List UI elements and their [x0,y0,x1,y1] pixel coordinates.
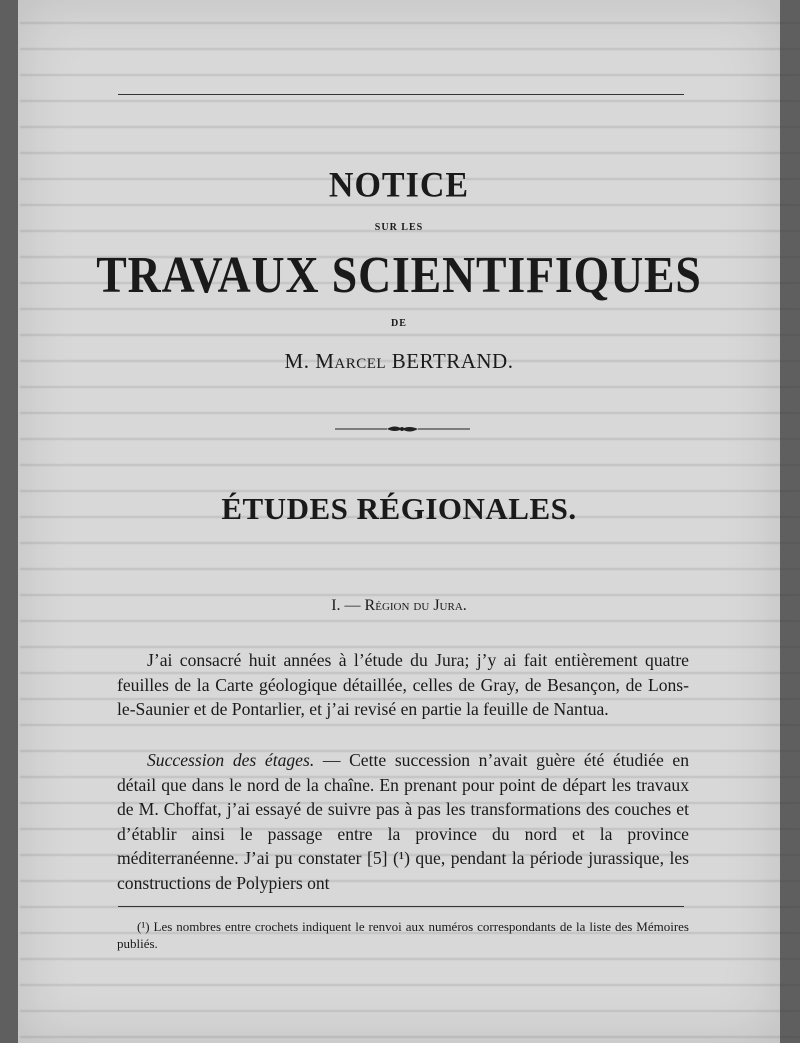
main-title: TRAVAUX SCIENTIFIQUES [96,247,702,304]
top-rule [118,94,684,95]
paragraph-1: J’ai consacré huit années à l’étude du Jura; j’y ai fait entièrement quatre feuilles de la Carte géologique détaillée, celles de Gray, de Besançon, de Lons-le-Saunier et de Pontarlier, et j’ai revisé en partie la feuille de Nantua. [117,650,689,719]
subheading-number: I. — [331,597,365,614]
author-line [18,349,780,374]
notice-title: NOTICE [328,166,470,205]
de-label: DE [391,318,407,329]
paragraph-2-text: — Cette succession n’avait guère été étudiée en détail que dans le nord de la chaîne. En prenant pour point de départ les travaux de M. Choffat, j’ai essayé de suivre pas à pas les transformations des couches et d’établir ainsi le passage entre la province du nord et la province méditerranéenne. J’ai pu constater [5] (¹) que, pendant la période jurassique, les constructions de Polypiers ont [117,750,689,893]
footnote-rule [118,906,684,907]
subheading-text: Région du Jura. [364,597,467,614]
sur-les-label: SUR LES [374,222,424,233]
footnote: (¹) Les nombres entre crochets indiquent le renvoi aux numéros correspondants de la liste des Mémoires publiés. [117,919,689,951]
paragraph-2-heading: Succession des étages. [147,750,315,770]
section-title: ÉTUDES RÉGIONALES. [221,491,577,526]
author-prefix: M. [284,349,316,373]
author-first-name: Marcel [315,349,387,373]
section-subheading [18,597,780,615]
ornament-divider-icon [335,422,470,436]
author-last-name: BERTRAND. [386,349,514,373]
paragraph-2 [117,748,689,895]
